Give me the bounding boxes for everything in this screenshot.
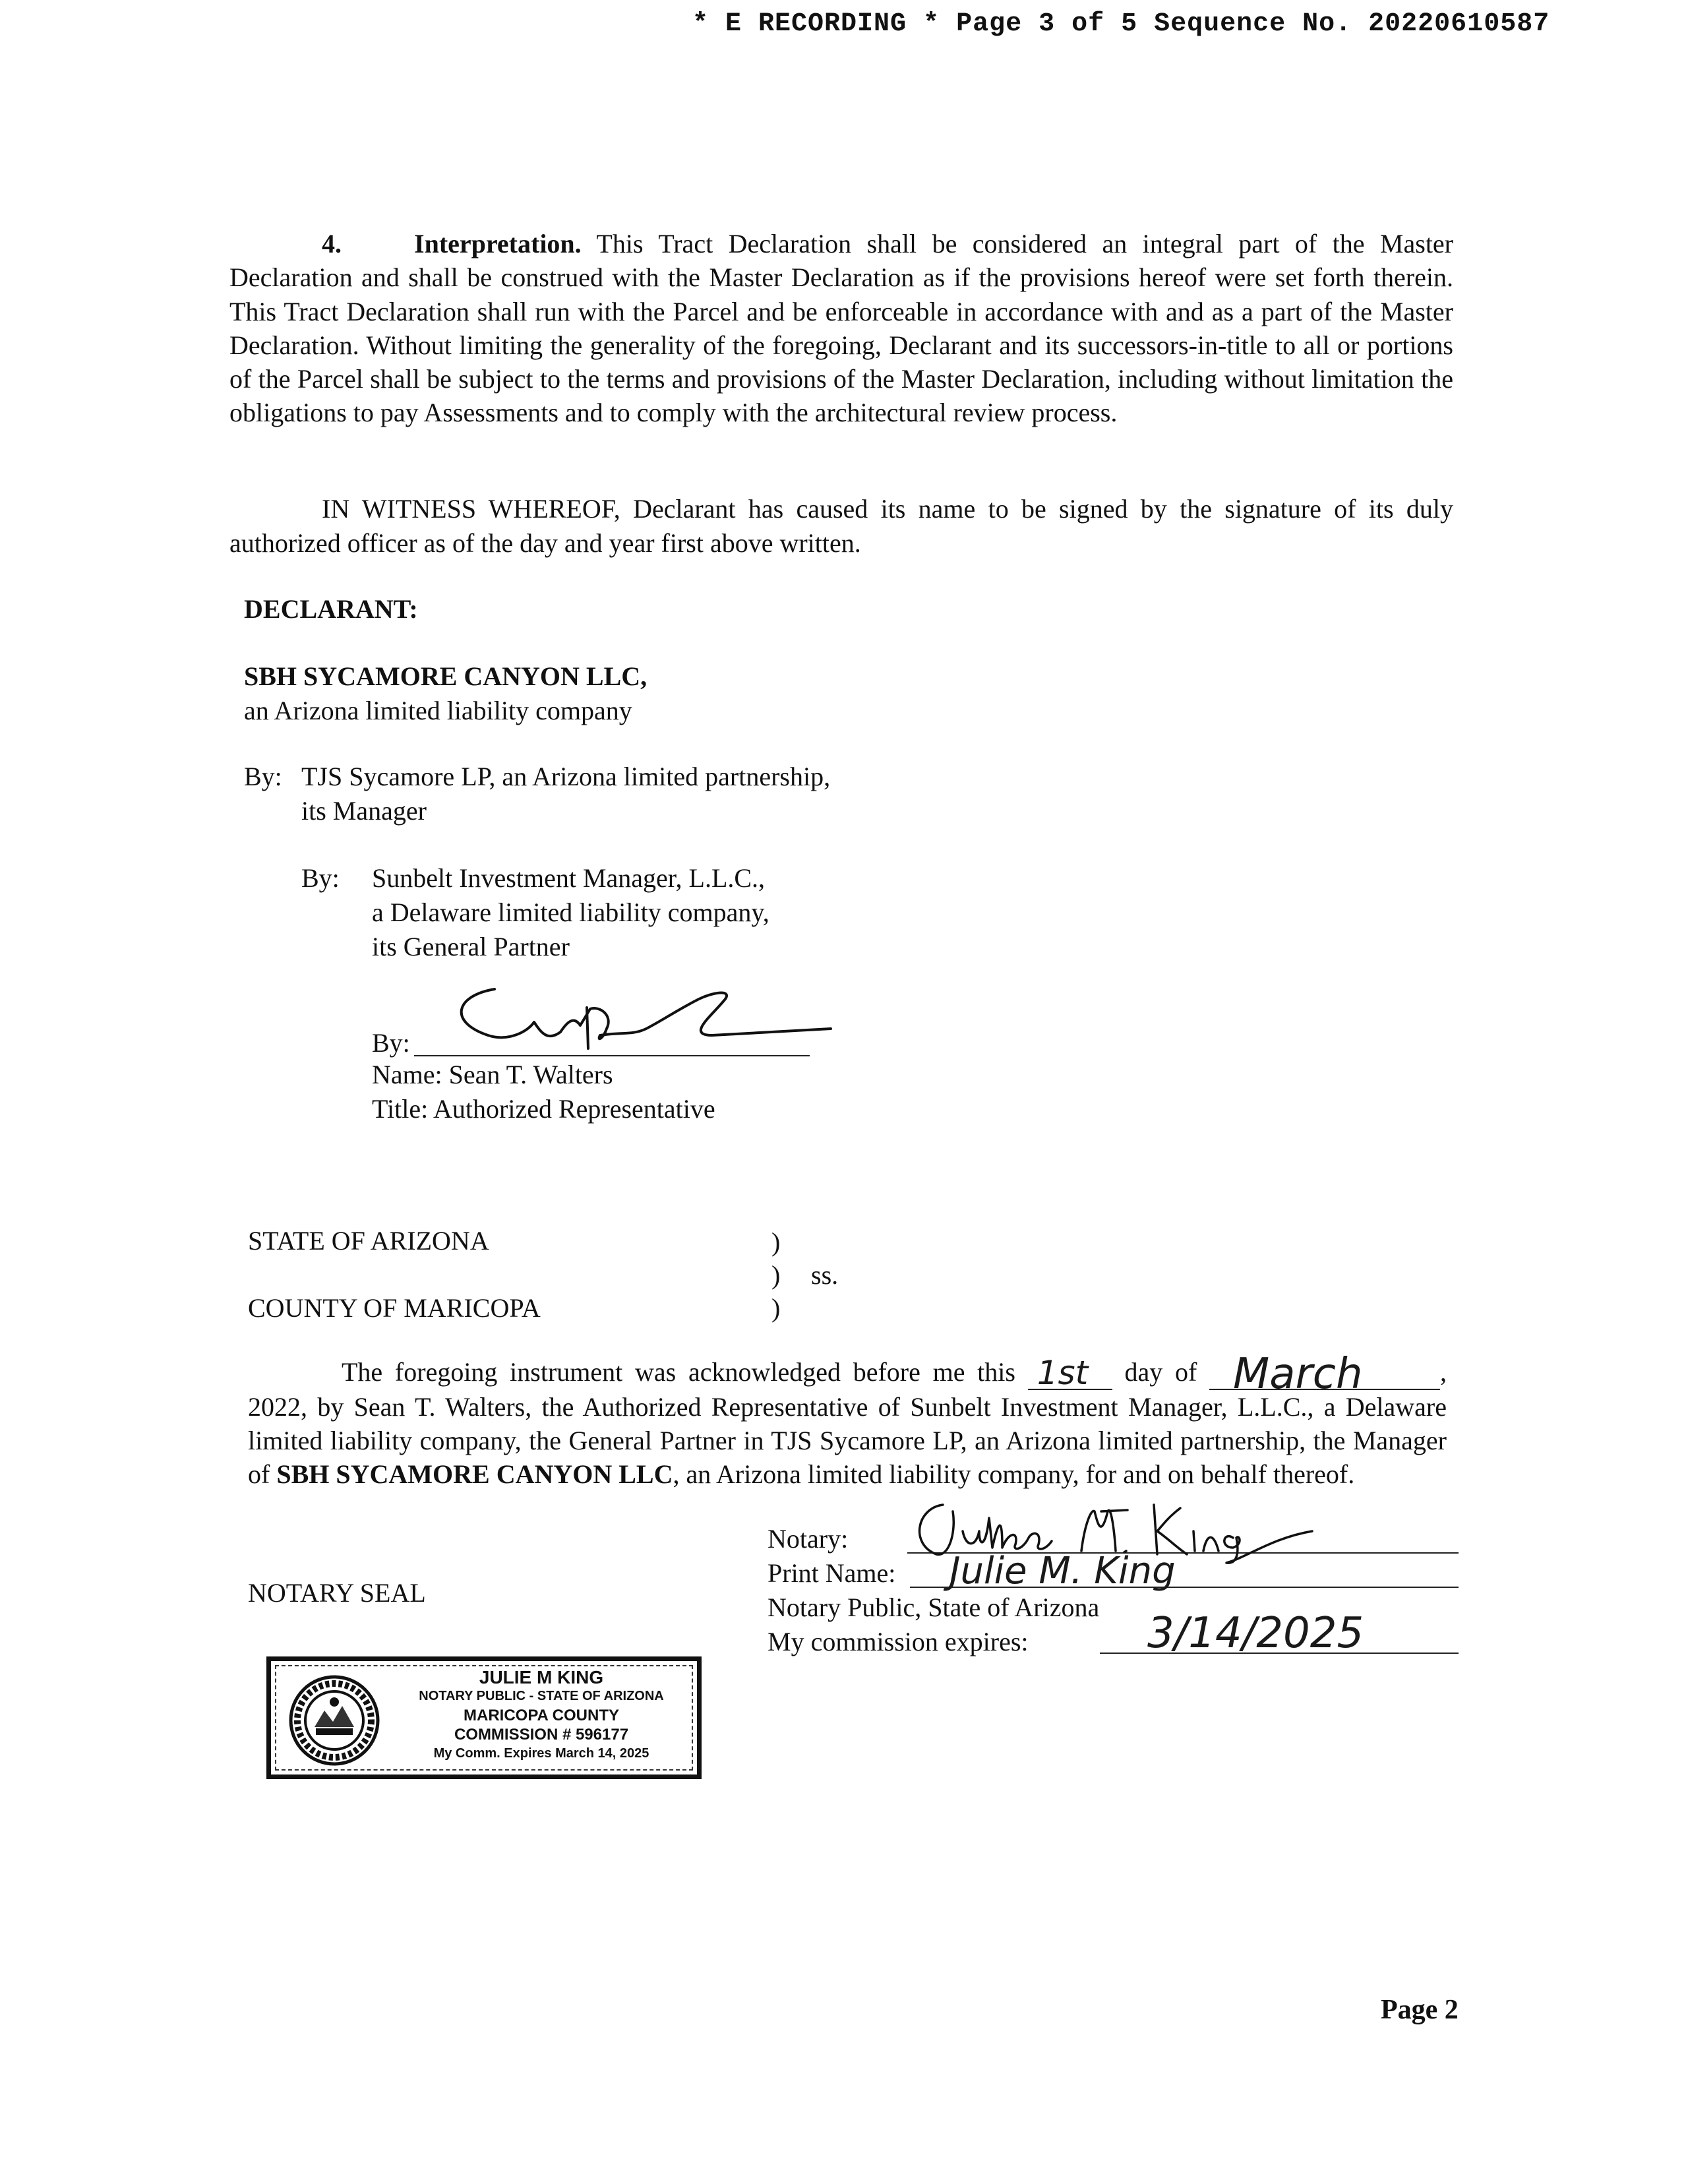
commission-expires-label: My commission expires: bbox=[768, 1627, 1029, 1656]
acknowledgment-paragraph bbox=[248, 1350, 1447, 1491]
ack-company-bold: SBH SYCAMORE CANYON LLC bbox=[276, 1459, 673, 1489]
ack-part5: , an Arizona limited liability company, for and on behalf thereof. bbox=[673, 1459, 1355, 1489]
venue-paren-2: ) bbox=[771, 1260, 781, 1290]
sean-walters-signature bbox=[448, 969, 844, 1068]
venue-county: COUNTY OF MARICOPA bbox=[248, 1293, 541, 1323]
stamp-line2: NOTARY PUBLIC - STATE OF ARIZONA bbox=[419, 1689, 664, 1703]
ack-part1: The foregoing instrument was acknowledged before me this bbox=[342, 1357, 1015, 1387]
company-description: an Arizona limited liability company bbox=[244, 696, 632, 725]
notary-seal-label: NOTARY SEAL bbox=[248, 1578, 426, 1608]
company-name: SBH SYCAMORE CANYON LLC, bbox=[244, 661, 648, 691]
section-body: This Tract Declaration shall be considered an integral part of the Master Declaration and shall be construed with the Master Declaration as if the provisions hereof were set forth therein. This Tract Declaration shall run with the Parcel and be enforceable in accordance with and as a part of the Master Declaration. Without limiting the generality of the foregoing, Declarant and its successors-in-title to all or portions of the Parcel shall be subject to the terms and provisions of the Master Declaration, including without limitation the obligations to pay Assessments and to comply with the architectural review process. bbox=[229, 229, 1454, 428]
notary-public-label: Notary Public, State of Arizona bbox=[768, 1592, 1100, 1622]
ack-part4: 2022, by Sean T. Walters, the Authorized Representative of Sunbelt Investment Manager, L.L.C., a Delaware limited liability company, the General Partner in TJS Sycamore LP, an Arizona limited partnership, the Manager of bbox=[248, 1392, 1447, 1489]
signer-name: Name: Sean T. Walters bbox=[372, 1060, 613, 1089]
ack-month-value: March bbox=[1233, 1350, 1363, 1399]
ack-part3: , bbox=[1440, 1357, 1447, 1387]
stamp-line5: My Comm. Expires March 14, 2025 bbox=[433, 1746, 649, 1761]
venue-paren-3: ) bbox=[771, 1293, 781, 1323]
recording-header: * E RECORDING * Page 3 of 5 Sequence No. 20220610587 bbox=[692, 9, 1550, 39]
notary-label: Notary: bbox=[768, 1524, 849, 1554]
stamp-text-block bbox=[409, 1668, 673, 1763]
by1-line2: its Manager bbox=[301, 796, 427, 826]
by1-prefix: By: bbox=[244, 762, 282, 791]
print-name-value: Julie M. King bbox=[950, 1550, 1176, 1592]
by2-line3: its General Partner bbox=[372, 932, 570, 961]
page-number: Page 2 bbox=[1381, 1995, 1459, 2025]
witness-clause: IN WITNESS WHEREOF, Declarant has caused its name to be signed by the signature of its duly authorized officer as of the day and year first above written. bbox=[229, 494, 1453, 558]
ack-part2: day of bbox=[1124, 1357, 1197, 1387]
commission-expires-value: 3/14/2025 bbox=[1147, 1609, 1364, 1658]
signer-title: Title: Authorized Representative bbox=[372, 1094, 715, 1124]
venue-state: STATE OF ARIZONA bbox=[248, 1226, 489, 1256]
stamp-line3: MARICOPA COUNTY bbox=[464, 1707, 619, 1724]
venue-paren-1: ) bbox=[771, 1227, 781, 1257]
ack-day-value: 1st bbox=[1037, 1354, 1089, 1392]
by2-prefix: By: bbox=[301, 863, 340, 893]
state-seal-icon bbox=[288, 1674, 380, 1767]
stamp-line4: COMMISSION # 596177 bbox=[454, 1726, 629, 1744]
section-number: 4. bbox=[322, 229, 342, 258]
section-heading: Interpretation. bbox=[414, 229, 582, 258]
print-name-label: Print Name: bbox=[768, 1558, 896, 1588]
stamp-name: JULIE M KING bbox=[479, 1667, 604, 1687]
declarant-label: DECLARANT: bbox=[244, 594, 418, 624]
by2-line2: a Delaware limited liability company, bbox=[372, 897, 769, 927]
by2-line1: Sunbelt Investment Manager, L.L.C., bbox=[372, 863, 766, 893]
ack-day-field bbox=[1028, 1355, 1112, 1390]
venue-ss: ss. bbox=[811, 1260, 839, 1290]
ack-month-field bbox=[1209, 1350, 1440, 1399]
notary-stamp bbox=[266, 1656, 702, 1779]
section-4-paragraph bbox=[229, 227, 1453, 430]
by3-prefix: By: bbox=[372, 1028, 410, 1058]
by1-line1: TJS Sycamore LP, an Arizona limited partnership, bbox=[301, 762, 831, 791]
